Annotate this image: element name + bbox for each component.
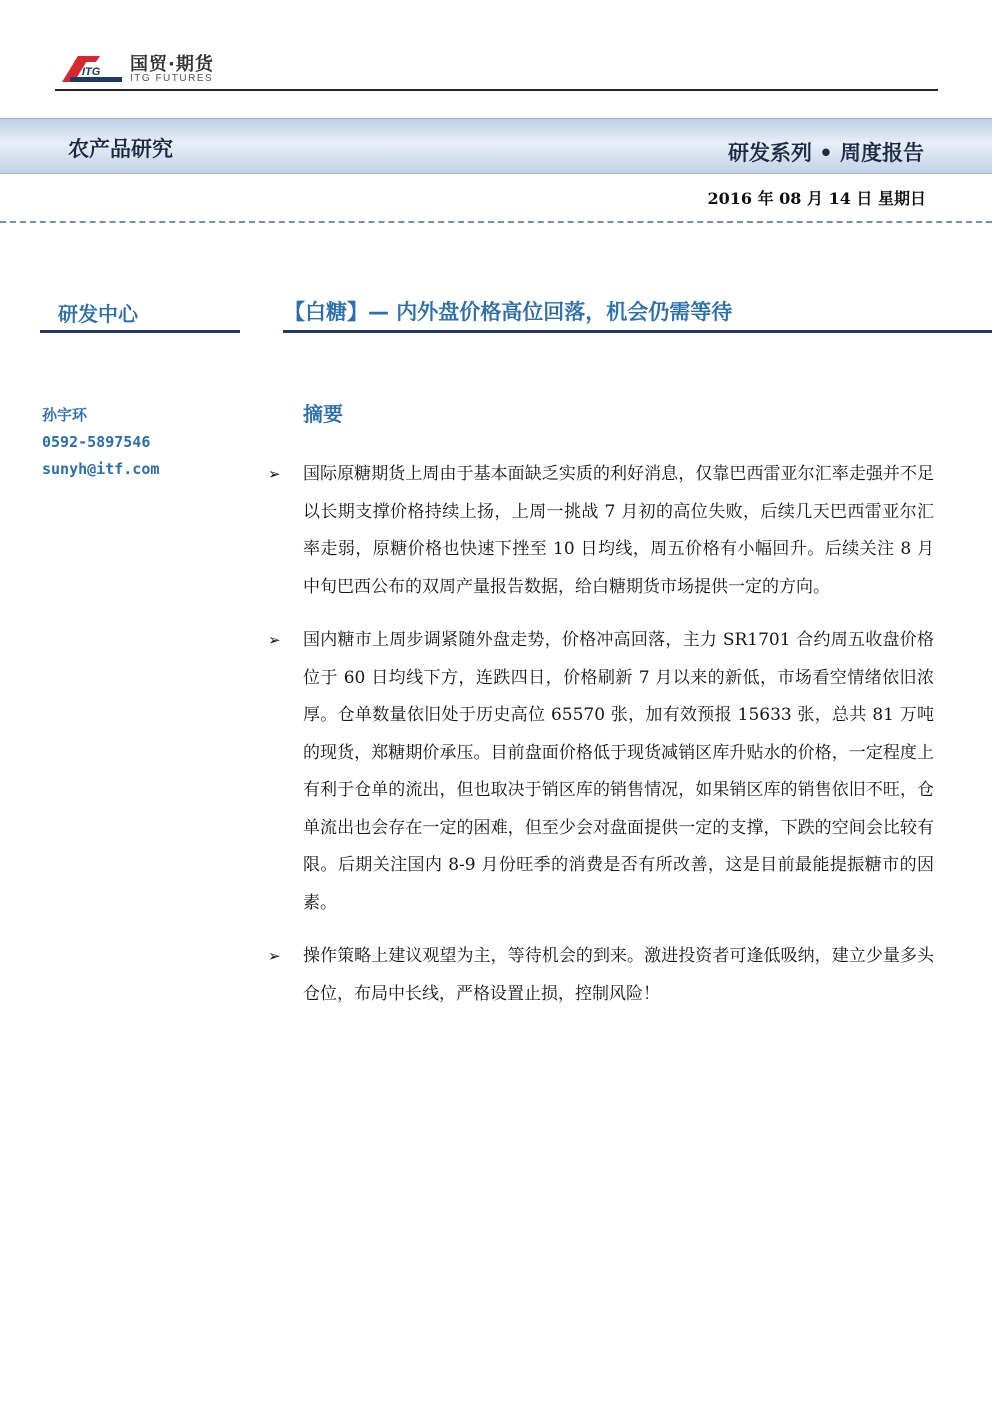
report-date: 2016 年 08 月 14 日 星期日 [707,189,926,208]
company-logo [60,48,230,86]
report-category-band [0,118,992,174]
header-rule [55,89,938,91]
author-name: 孙宇环 [42,406,88,424]
series-label: 研发系列 • 周度报告 [727,141,924,165]
logo-mark-text: ITG [82,66,101,78]
category-label: 农产品研究 [68,137,173,161]
itg-logo-icon [60,50,122,84]
department-label: 研发中心 [58,302,138,326]
summary-heading: 摘要 [303,402,343,426]
summary-bullets [268,456,934,1029]
list-item [268,938,934,1013]
dashed-divider [0,221,992,223]
arrow-bullet-icon: ➢ [268,947,281,965]
report-title: 【白糖】— 内外盘价格高位回落，机会仍需等待 [284,300,733,324]
bullet-text: 国际原糖期货上周由于基本面缺乏实质的利好消息，仅靠巴西雷亚尔汇率走强并不足以长期支撑价格持续上扬，上周一挑战 7 月初的高位失败，后续几天巴西雷亚尔汇率走弱，原糖价格也快速下挫至 10 日均线，周五价格有小幅回升。后续关注 8 月中旬巴西公布的双周产量报告数据，给白糖期货市场提供一定的方向。 [303,464,934,597]
logo-english-name: ITG FUTURES [130,73,214,84]
logo-chinese-name: 国贸·期货 [130,54,214,75]
author-phone: 0592-5897546 [42,433,151,451]
list-item [268,622,934,922]
list-item [268,456,934,606]
title-rule [283,330,992,333]
arrow-bullet-icon: ➢ [268,631,281,649]
department-rule [40,330,240,333]
arrow-bullet-icon: ➢ [268,465,281,483]
bullet-text: 国内糖市上周步调紧随外盘走势，价格冲高回落，主力 SR1701 合约周五收盘价格位于 60 日均线下方，连跌四日，价格刷新 7 月以来的新低，市场看空情绪依旧浓厚。仓单数量依旧处于历史高位 65570 张，加有效预报 15633 张，总共 81 万吨的现货，郑糖期价承压。目前盘面价格低于现货减销区库升贴水的价格，一定程度上有利于仓单的流出，但也取决于销区库的销售情况，如果销区库的销售依旧不旺，仓单流出也会存在一定的困难，但至少会对盘面提供一定的支撑，下跌的空间会比较有限。后期关注国内 8-9 月份旺季的消费是否有所改善，这是目前最能提振糖市的因素。 [303,630,934,913]
author-block [42,402,159,483]
author-email[interactable]: sunyh@itf.com [42,460,160,478]
bullet-text: 操作策略上建议观望为主，等待机会的到来。激进投资者可逢低吸纳，建立少量多头仓位，布局中长线，严格设置止损，控制风险！ [303,946,934,1004]
